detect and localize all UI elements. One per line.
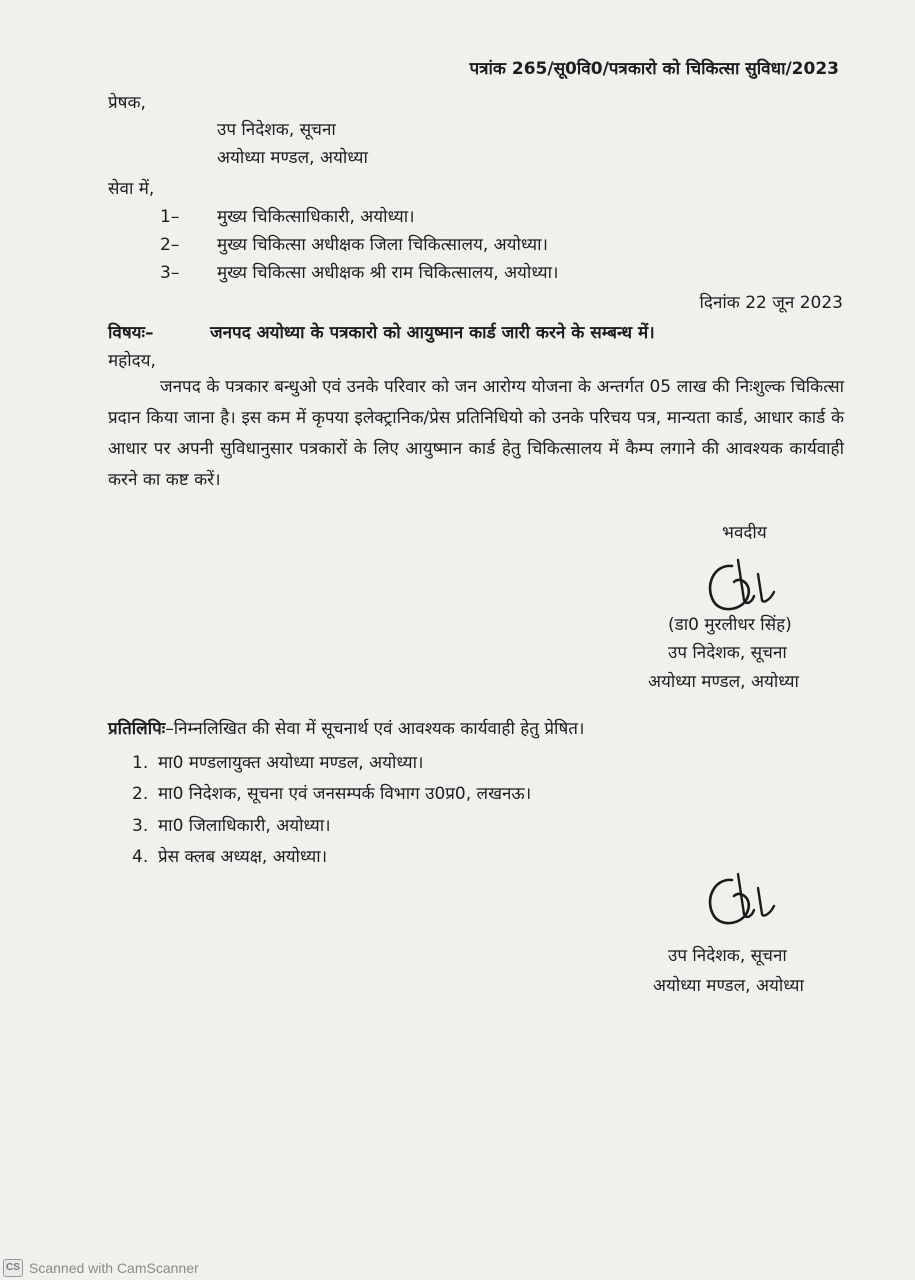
subject-label: विषयः– <box>108 323 154 343</box>
signatory-office: अयोध्या मण्डल, अयोध्या <box>648 672 799 692</box>
scanner-watermark <box>0 1256 263 1280</box>
reference-number: पत्रांक 265/सू0वि0/पत्रकारो को चिकित्सा सुविधा/2023 <box>469 59 839 79</box>
signatory-name: (डा0 मुरलीधर सिंह) <box>668 615 792 635</box>
copy-item-1-text: मा0 मण्डलायुक्त अयोध्या मण्डल, अयोध्या। <box>158 753 424 773</box>
recipient-3-text: मुख्य चिकित्सा अधीक्षक श्री राम चिकित्सालय, अयोध्या। <box>217 263 559 283</box>
copy-heading <box>108 718 584 740</box>
copy-item-3-text: मा0 जिलाधिकारी, अयोध्या। <box>158 816 331 836</box>
copy-item-4-text: प्रेस क्लब अध्यक्ष, अयोध्या। <box>158 847 328 867</box>
signature-mark-1 <box>700 552 790 616</box>
final-office: अयोध्या मण्डल, अयोध्या <box>653 976 804 996</box>
copy-item-4-number: 4. <box>132 847 149 867</box>
copy-item-3-number: 3. <box>132 816 149 836</box>
sender-label: प्रेषक, <box>108 93 146 113</box>
recipient-1-number: 1– <box>160 207 180 227</box>
recipient-2-text: मुख्य चिकित्सा अधीक्षक जिला चिकित्सालय, अयोध्या। <box>217 235 548 255</box>
recipient-3-number: 3– <box>160 263 180 283</box>
valediction: भवदीय <box>722 523 767 543</box>
sender-line-1: उप निदेशक, सूचना <box>217 120 336 140</box>
recipient-1-text: मुख्य चिकित्साधिकारी, अयोध्या। <box>217 207 415 227</box>
copy-item-2-number: 2. <box>132 784 149 804</box>
sender-line-2: अयोध्या मण्डल, अयोध्या <box>217 148 368 168</box>
copy-item-2-text: मा0 निदेशक, सूचना एवं जनसम्पर्क विभाग उ0प्र0, लखनऊ। <box>158 784 532 804</box>
final-designation: उप निदेशक, सूचना <box>668 946 787 966</box>
body-paragraph: जनपद के पत्रकार बन्धुओ एवं उनके परिवार को जन आरोग्य योजना के अन्तर्गत 05 लाख की निःशुल्क चिकित्सा प्रदान किया जाना है। इस कम में कृपया इलेक्ट्रानिक/प्रेस प्रतिनिधियो को उनके परिचय पत्र, मान्यता कार्ड, आधार कार्ड के आधार पर अपनी सुविधानुसार पत्रकारों के लिए आयुष्मान कार्ड हेतु चिकित्सालय में कैम्प लगाने की आवश्यक कार्यवाही करने का कष्ट करें। <box>108 377 844 490</box>
scanner-text: Scanned with CamScanner <box>29 1260 199 1276</box>
copy-item-1-number: 1. <box>132 753 149 773</box>
copy-intro: –निम्नलिखित की सेवा में सूचनार्थ एवं आवश्यक कार्यवाही हेतु प्रेषित। <box>165 719 585 739</box>
recipient-2-number: 2– <box>160 235 180 255</box>
recipients-label: सेवा में, <box>108 179 155 199</box>
subject-text: जनपद अयोध्या के पत्रकारो को आयुष्मान कार्ड जारी करने के सम्बन्ध में। <box>210 323 655 343</box>
copy-label: प्रतिलिपिः <box>108 719 166 739</box>
signatory-designation: उप निदेशक, सूचना <box>668 643 787 663</box>
letter-date: दिनांक 22 जून 2023 <box>699 293 843 313</box>
salutation: महोदय, <box>108 351 156 371</box>
signature-mark-2 <box>700 866 790 930</box>
camscanner-logo-icon: CS <box>3 1259 23 1277</box>
